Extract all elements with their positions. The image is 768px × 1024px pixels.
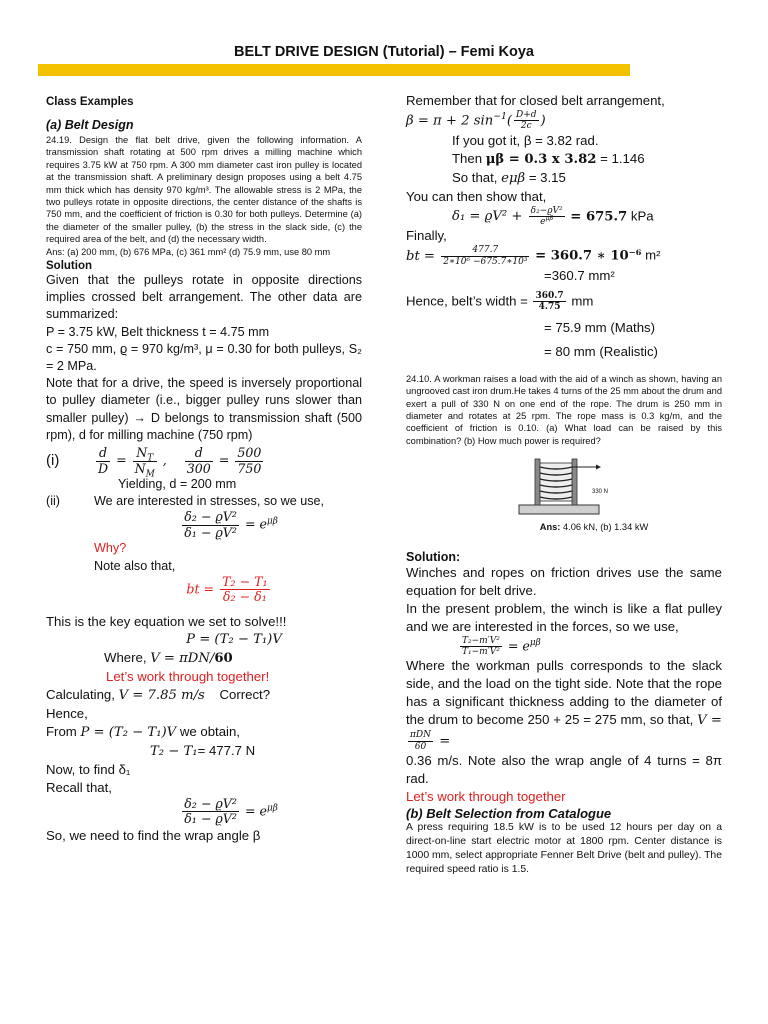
winch-speed-wrap: 0.36 m/s. Note also the wrap angle of 4 turns = 8π rad. — [406, 752, 722, 786]
wrap-angle-note: So, we need to find the wrap angle β — [46, 827, 261, 843]
winch-equation: $\frac{\text{T₂−m′V²}}{\text{T₁−m′V²}}$ = $e^{\mu\beta}$ — [462, 635, 541, 657]
closed-belt-note: Remember that for closed belt arrangement, — [406, 93, 665, 108]
label-ii: (ii) — [46, 494, 60, 509]
from-obtain: we obtain, — [179, 723, 240, 739]
exp-expression: eμβ — [501, 170, 526, 186]
solution-paragraph: Given that the pulleys rotate in opposite directions implies crossed belt arrangement. The other data are summarized: — [46, 273, 362, 322]
tension-difference-result — [46, 742, 362, 761]
power-equation: P = (T₂ − T₁)V — [186, 631, 282, 647]
ans-value: 4.06 kN, (b) 1.34 kW — [563, 522, 649, 533]
work-together-note: Let’s work through together! — [106, 668, 270, 684]
finally-label: Finally, — [406, 228, 447, 244]
problem-answers: Ans: (a) 200 mm, (b) 676 MPa, (c) 361 mm² (d) 75.9 mm, use 80 mm — [46, 246, 331, 257]
problem-24-19: 24.19. Design the flat belt drive, given the following information. A transmission shaft rotating at 500 rpm drives a milling machine which requires 3.75 kW at 750 rpm. A 300 mm diameter cast iron pulley is located at the transmission shaft. A preliminary design proposes using a belt 4.75 mm thick which has density 970 kg/m³. The allowable stress is 2 MPa, the two pulleys rotate in opposite directions, the center distance of the shafts is 750 mm, and the coefficient of friction is 0.30 for both pulleys. Determine (a) the diameter of the smaller pulley, (b) the stress in the slack side, (c) the required area of the belt, and (d) the necessary width. — [46, 135, 362, 245]
wrap-angle-equation: β = π + 2 $\sin^{-1}$( $\frac{D+d}{2c}$ ) — [406, 110, 546, 132]
bt-result-equation: bt = $\frac{477.7}{\text{2∗10⁶ −675.7∗10³}}$ = 360.7 ∗ 10⁻⁶ m² — [406, 245, 661, 267]
delta1-equation: δ₁ = ϱV² + $\frac{\text{δ₂−ϱV²}}{e^{\mu\beta}}$ = 675.7 kPa — [452, 205, 654, 228]
recall-label: Recall that, — [46, 779, 112, 795]
stress-row — [46, 493, 362, 510]
where-label: Where, — [104, 649, 147, 665]
mu-beta-expression: μβ = 0.3 x 3.82 — [485, 151, 597, 167]
ratio-equation-row — [46, 445, 362, 480]
ans-label: Ans: — [539, 522, 561, 533]
solution-heading: Solution — [46, 260, 92, 273]
problem-24-10: 24.10. A workman raises a load with the aid of a winch as shown, having an ungrooved cast iron drum.He takes 4 turns of the 25 mm about the drum and exert a pull of 330 N on one end of the rope. The drum is 250 mm in diameter and rotates at 25 rpm. The rope mass is 0.3 kg/m, and the coefficient of friction is 0.10. (a) What load can be raised by this combination? (b) How much power is required? — [406, 373, 722, 446]
why-prompt: Why? — [94, 541, 127, 556]
from-label: From — [46, 723, 77, 739]
label-i: (i) — [46, 452, 60, 470]
exp-line — [406, 169, 722, 188]
data-center-density: c = 750 mm, ϱ = 970 kg/m³, μ = 0.30 for both pulleys, S₂ = 2 MPa. — [46, 341, 362, 374]
note-also: Note also that, — [94, 558, 176, 573]
beta-result: If you got it, β = 3.82 rad. — [452, 132, 599, 148]
correct-prompt: Correct? — [219, 686, 271, 702]
left-column — [46, 92, 362, 845]
winch-intro: Winches and ropes on friction drives use the same equation for belt drive. — [406, 564, 722, 598]
from-line — [46, 723, 362, 742]
so-that-label: So that, — [452, 169, 498, 185]
width-realistic: = 80 mm (Realistic) — [544, 343, 658, 359]
stress-ratio-equation: $\frac{\text{δ₂ − ϱV²}}{\text{δ₁ − ϱV²}}$ = $e^{\mu\beta}$ — [184, 509, 278, 540]
key-equation-note: This is the key equation we set to solve!!! — [46, 613, 287, 629]
speed-note: Note that for a drive, the speed is inversely proportional to pulley diameter (i.e., bigger pulley runs slower than smaller pulley) → D belongs to transmission shaft (500 rpm), d for milling machine (750 rpm) — [46, 376, 362, 442]
bt-value: = 360.7 ∗ 10⁻⁶ — [535, 248, 642, 264]
page-title: BELT DRIVE DESIGN (Tutorial) – Femi Koya — [234, 44, 534, 60]
winch-slack-tight: Where the workman pulls corresponds to the slack side, and the load on the tight side. Note that the rope has a significant thickness adding to the diameter of the drum to become 250 + 25 = 275 mm, so that, V = $\frac{\text{πDN}}{60}$ = — [406, 658, 722, 752]
mu-beta-line — [406, 150, 722, 169]
now-find-delta: Now, to find δ₁ — [46, 761, 131, 777]
solution-heading-right: Solution: — [406, 549, 461, 564]
belt-width-unit: mm — [571, 293, 594, 309]
data-power-thickness: P = 3.75 kW, Belt thickness t = 4.75 mm — [46, 324, 270, 339]
recall-equation: $\frac{\text{δ₂ − ϱV²}}{\text{δ₁ − ϱV²}}$ = $e^{\mu\beta}$ — [184, 795, 278, 827]
belt-width-line: Hence, belt’s width = $\frac{360.7}{4.75}$ mm — [406, 291, 594, 313]
stress-intro: We are interested in stresses, so we use, — [94, 494, 325, 509]
tension-difference-lhs: T₂ − T₁ — [150, 743, 198, 759]
can-show-label: You can then show that, — [406, 188, 547, 204]
problem-24-10-answers — [406, 521, 722, 533]
catalogue-problem: A press requiring 18.5 kW is to be used 12 hours per day on a direct-on-line start electric motor at 1800 rpm. Center distance is 1000 mm, select appropriate Fenner Belt Drive (belt and pulley). The required speed ratio is 1.5. — [406, 821, 722, 875]
tension-difference-value: = 477.7 N — [197, 742, 256, 758]
delta1-unit: kPa — [630, 208, 654, 224]
right-column — [406, 92, 722, 877]
title-underline-bar — [38, 64, 630, 76]
exp-value: = 3.15 — [528, 169, 566, 185]
figure-force-label: 330 N — [592, 489, 609, 495]
bt-unit: m² — [645, 247, 661, 263]
belt-selection-subheading: (b) Belt Selection from Catalogue — [406, 805, 612, 821]
area-result: =360.7 mm² — [544, 268, 615, 284]
from-equation: P = (T₂ − T₁)V — [80, 724, 177, 740]
delta1-value: = 675.7 — [570, 209, 628, 225]
hence-label: Hence, — [46, 705, 88, 721]
ratio-equation: $\frac{d}{D}$ = $\frac{N_T}{N_M}$ , $\frac{d}{300}$ = $\frac{500}{750}$ — [98, 445, 262, 480]
calculating-label: Calculating, — [46, 686, 115, 702]
calculating-line — [46, 686, 362, 705]
belt-width-label: Hence, belt’s width = — [406, 293, 528, 309]
yielding-result: Yielding, d = 200 mm — [118, 477, 237, 492]
winch-slack-text: Where the workman pulls corresponds to the slack side, and the load on the tight side. Note that the rope has a significant thickness adding to the diameter of the drum to become 250 + 25 = 275 mm, so that, — [406, 658, 722, 728]
speed-value: V = 7.85 m/s — [118, 687, 205, 703]
bt-equation: bt = $\frac{\text{T₂ − T₁}}{\text{δ₂ − δ₁}}$ — [186, 573, 268, 605]
winch-forces: In the present problem, the winch is like a flat pulley and we are interested in the forces, so we use, — [406, 600, 722, 634]
belt-design-subheading: (a) Belt Design — [46, 118, 134, 132]
width-maths: = 75.9 mm (Maths) — [544, 319, 656, 335]
class-examples-heading: Class Examples — [46, 96, 134, 108]
work-together-note-right: Let’s work through together — [406, 788, 566, 804]
then-label: Then — [452, 150, 483, 166]
mu-beta-value: = 1.146 — [600, 150, 645, 166]
speed-equation: Where, V = πDN/60 — [104, 649, 233, 666]
